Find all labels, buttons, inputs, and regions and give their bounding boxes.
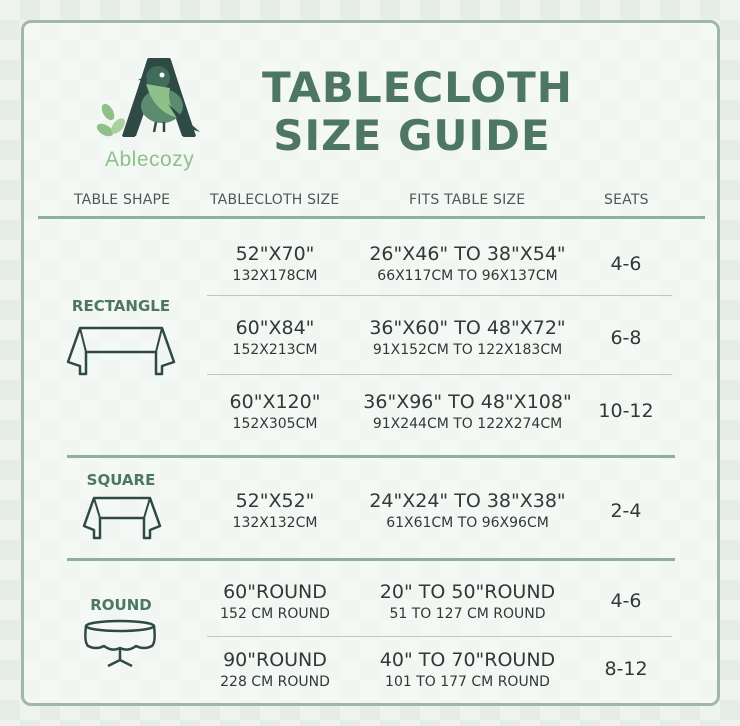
row-2-cloth-cm: 152X213CM — [232, 342, 318, 358]
row-2-cloth-in: 60"X84" — [235, 317, 315, 339]
row-5-tablecloth — [205, 580, 345, 624]
row-2-fits — [355, 316, 580, 360]
row-6-fits — [355, 648, 580, 692]
row-1-cloth-in: 52"X70" — [235, 243, 315, 265]
row-3-seats: 10-12 — [598, 400, 654, 422]
header-divider — [38, 216, 705, 219]
section-divider — [67, 455, 675, 458]
row-1-cloth-cm: 132X178CM — [232, 268, 318, 284]
row-6-seats: 8-12 — [604, 658, 648, 680]
rectangle-table-icon — [66, 322, 176, 378]
row-5-cloth-cm: 152 CM ROUND — [220, 606, 330, 622]
row-6-fits-cm: 101 TO 177 CM ROUND — [385, 674, 550, 690]
row-divider — [207, 374, 672, 375]
row-1-seats: 4-6 — [610, 253, 642, 275]
page-title — [262, 63, 573, 160]
row-1-fits — [355, 242, 580, 286]
header-table-shape: TABLE SHAPE — [74, 192, 171, 208]
row-3-fits-cm: 91X244CM TO 122X274CM — [372, 416, 563, 432]
row-1-tablecloth — [205, 242, 345, 286]
row-4-tablecloth — [205, 489, 345, 533]
row-2-tablecloth — [205, 316, 345, 360]
row-4-fits — [355, 489, 580, 533]
row-5-fits-in: 20" TO 50"ROUND — [379, 581, 556, 603]
row-4-fits-in: 24"X24" TO 38"X38" — [369, 490, 566, 512]
row-4-fits-cm: 61X61CM TO 96X96CM — [386, 515, 549, 531]
row-3-cloth-cm: 152X305CM — [232, 416, 318, 432]
row-divider — [207, 636, 672, 637]
row-divider — [207, 295, 672, 296]
row-6-fits-in: 40" TO 70"ROUND — [379, 649, 556, 671]
title-line-1: TABLECLOTH — [262, 63, 573, 112]
row-5-cloth-in: 60"ROUND — [223, 581, 327, 603]
row-1-fits-in: 26"X46" TO 38"X54" — [369, 243, 566, 265]
row-6-cloth-cm: 228 CM ROUND — [220, 674, 330, 690]
row-3-fits-in: 36"X96" TO 48"X108" — [363, 391, 572, 413]
row-2-fits-in: 36"X60" TO 48"X72" — [369, 317, 566, 339]
section-label-square: SQUARE — [86, 471, 156, 489]
row-1-fits-cm: 66X117CM TO 96X137CM — [377, 268, 558, 284]
square-table-icon — [80, 494, 164, 542]
row-3-fits — [355, 390, 580, 434]
row-5-fits-cm: 51 TO 127 CM ROUND — [389, 606, 546, 622]
section-divider — [67, 558, 675, 561]
title-line-2: SIZE GUIDE — [273, 111, 551, 160]
row-6-cloth-in: 90"ROUND — [223, 649, 327, 671]
row-4-cloth-cm: 132X132CM — [232, 515, 318, 531]
row-2-seats: 6-8 — [610, 327, 642, 349]
header-fits-table-size: FITS TABLE SIZE — [409, 192, 526, 208]
row-3-cloth-in: 60"X120" — [229, 391, 321, 413]
row-3-tablecloth — [205, 390, 345, 434]
section-label-rectangle: RECTANGLE — [71, 297, 171, 315]
header-seats: SEATS — [604, 192, 649, 208]
row-5-seats: 4-6 — [610, 590, 642, 612]
brand-name: Ablecozy — [105, 148, 195, 171]
header-tablecloth-size: TABLECLOTH SIZE — [210, 192, 340, 208]
row-2-fits-cm: 91X152CM TO 122X183CM — [372, 342, 563, 358]
row-4-seats: 2-4 — [610, 500, 642, 522]
row-6-tablecloth — [205, 648, 345, 692]
row-5-fits — [355, 580, 580, 624]
row-4-cloth-in: 52"X52" — [235, 490, 315, 512]
section-label-round: ROUND — [90, 596, 152, 614]
round-table-icon — [80, 618, 160, 670]
